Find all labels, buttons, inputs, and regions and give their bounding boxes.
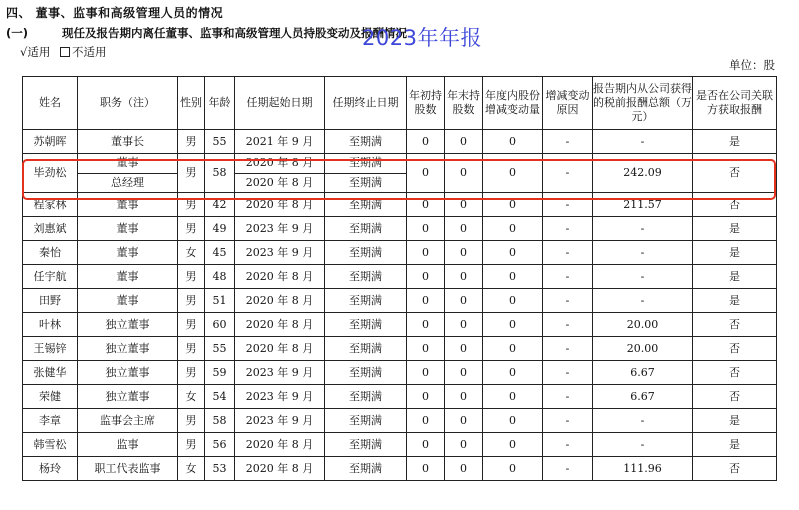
column-header: 姓名 xyxy=(23,77,78,130)
age-cell: 45 xyxy=(205,241,235,265)
start-date-cell: 2020 年 8 月 xyxy=(235,313,325,337)
age-cell: 55 xyxy=(205,337,235,361)
end-shares-cell: 0 xyxy=(445,265,483,289)
unchecked-box-icon xyxy=(60,47,70,57)
end-shares-cell: 0 xyxy=(445,385,483,409)
gender-cell: 男 xyxy=(178,313,205,337)
start-date-cell: 2021 年 9 月 xyxy=(235,130,325,154)
begin-shares-cell: 0 xyxy=(407,154,445,193)
unit-label: 单位：股 xyxy=(729,58,775,72)
reason-cell: - xyxy=(543,433,593,457)
end-shares-cell: 0 xyxy=(445,241,483,265)
end-date-cell: 至期满 xyxy=(325,193,407,217)
age-cell: 59 xyxy=(205,361,235,385)
position-cell: 独立董事 xyxy=(78,337,178,361)
gender-cell: 男 xyxy=(178,154,205,193)
reason-cell: - xyxy=(543,154,593,193)
begin-shares-cell: 0 xyxy=(407,313,445,337)
gender-cell: 男 xyxy=(178,217,205,241)
pay-cell: 6.67 xyxy=(593,361,693,385)
end-date-cell-line: 至期满 xyxy=(349,156,382,170)
change-cell: 0 xyxy=(483,217,543,241)
table-row xyxy=(23,241,777,265)
end-date-cell: 至期满 xyxy=(325,289,407,313)
end-shares-cell: 0 xyxy=(445,193,483,217)
table-row xyxy=(23,361,777,385)
start-date-cell xyxy=(235,154,325,193)
name-cell: 叶林 xyxy=(23,313,78,337)
pay-cell: 242.09 xyxy=(593,154,693,193)
change-cell: 0 xyxy=(483,457,543,481)
position-cell-line: 董事 xyxy=(116,156,139,170)
position-cell: 独立董事 xyxy=(78,313,178,337)
gender-cell: 男 xyxy=(178,361,205,385)
name-cell: 荣健 xyxy=(23,385,78,409)
related-cell: 是 xyxy=(693,409,777,433)
column-header: 报告期内从公司获得的税前报酬总额（万元） xyxy=(593,77,693,130)
change-cell: 0 xyxy=(483,313,543,337)
begin-shares-cell: 0 xyxy=(407,217,445,241)
gender-cell: 男 xyxy=(178,193,205,217)
column-header: 年末持股数 xyxy=(445,77,483,130)
position-cell-line: 总经理 xyxy=(78,173,177,193)
end-date-cell: 至期满 xyxy=(325,409,407,433)
section-title: 四、 董事、监事和高级管理人员的情况 xyxy=(6,6,224,20)
gender-cell: 男 xyxy=(178,265,205,289)
name-cell: 李章 xyxy=(23,409,78,433)
table-row xyxy=(23,385,777,409)
end-shares-cell: 0 xyxy=(445,409,483,433)
end-date-cell: 至期满 xyxy=(325,361,407,385)
age-cell: 58 xyxy=(205,409,235,433)
change-cell: 0 xyxy=(483,130,543,154)
related-cell: 否 xyxy=(693,154,777,193)
reason-cell: - xyxy=(543,130,593,154)
related-cell: 否 xyxy=(693,385,777,409)
gender-cell: 男 xyxy=(178,433,205,457)
end-date-cell: 至期满 xyxy=(325,130,407,154)
reason-cell: - xyxy=(543,385,593,409)
end-shares-cell: 0 xyxy=(445,217,483,241)
age-cell: 56 xyxy=(205,433,235,457)
name-cell: 任宇航 xyxy=(23,265,78,289)
end-shares-cell: 0 xyxy=(445,457,483,481)
name-cell: 韩雪松 xyxy=(23,433,78,457)
column-header: 增减变动原因 xyxy=(543,77,593,130)
change-cell: 0 xyxy=(483,433,543,457)
begin-shares-cell: 0 xyxy=(407,193,445,217)
start-date-cell: 2023 年 9 月 xyxy=(235,217,325,241)
pay-cell: - xyxy=(593,217,693,241)
position-cell: 董事 xyxy=(78,241,178,265)
table-row xyxy=(23,433,777,457)
reason-cell: - xyxy=(543,217,593,241)
age-cell: 55 xyxy=(205,130,235,154)
gender-cell: 男 xyxy=(178,130,205,154)
start-date-cell: 2023 年 9 月 xyxy=(235,385,325,409)
position-cell: 监事会主席 xyxy=(78,409,178,433)
name-cell: 王锡锌 xyxy=(23,337,78,361)
name-cell: 秦怡 xyxy=(23,241,78,265)
position-cell: 董事长 xyxy=(78,130,178,154)
start-date-cell-line: 2020 年 8 月 xyxy=(235,173,324,193)
table-row xyxy=(23,289,777,313)
subsection-text: 现任及报告期内离任董事、监事和高级管理人员持股变动及报酬情况 xyxy=(62,26,408,40)
related-cell: 是 xyxy=(693,241,777,265)
start-date-cell: 2020 年 8 月 xyxy=(235,433,325,457)
not-applicable-option: 不适用 xyxy=(71,45,107,59)
change-cell: 0 xyxy=(483,385,543,409)
end-shares-cell: 0 xyxy=(445,361,483,385)
start-date-cell: 2023 年 9 月 xyxy=(235,241,325,265)
table-row xyxy=(23,217,777,241)
start-date-cell: 2023 年 9 月 xyxy=(235,361,325,385)
name-cell: 杨玲 xyxy=(23,457,78,481)
age-cell: 58 xyxy=(205,154,235,193)
related-cell: 否 xyxy=(693,337,777,361)
column-header: 年度内股份增减变动量 xyxy=(483,77,543,130)
position-cell: 职工代表监事 xyxy=(78,457,178,481)
pay-cell: - xyxy=(593,289,693,313)
age-cell: 54 xyxy=(205,385,235,409)
name-cell: 苏朝晖 xyxy=(23,130,78,154)
begin-shares-cell: 0 xyxy=(407,385,445,409)
related-cell: 是 xyxy=(693,265,777,289)
column-header: 年龄 xyxy=(205,77,235,130)
begin-shares-cell: 0 xyxy=(407,409,445,433)
end-shares-cell: 0 xyxy=(445,433,483,457)
end-shares-cell: 0 xyxy=(445,154,483,193)
gender-cell: 男 xyxy=(178,409,205,433)
change-cell: 0 xyxy=(483,361,543,385)
table-row xyxy=(23,457,777,481)
position-cell: 监事 xyxy=(78,433,178,457)
start-date-cell: 2023 年 9 月 xyxy=(235,409,325,433)
gender-cell: 男 xyxy=(178,337,205,361)
begin-shares-cell: 0 xyxy=(407,433,445,457)
start-date-cell: 2020 年 8 月 xyxy=(235,265,325,289)
change-cell: 0 xyxy=(483,337,543,361)
age-cell: 49 xyxy=(205,217,235,241)
end-date-cell: 至期满 xyxy=(325,241,407,265)
end-shares-cell: 0 xyxy=(445,289,483,313)
start-date-cell-line: 2020 年 8 月 xyxy=(245,156,314,170)
end-date-cell xyxy=(325,154,407,193)
end-date-cell: 至期满 xyxy=(325,313,407,337)
start-date-cell: 2020 年 8 月 xyxy=(235,337,325,361)
column-header: 职务（注） xyxy=(78,77,178,130)
subsection-number: (一) xyxy=(6,26,29,40)
change-cell: 0 xyxy=(483,265,543,289)
reason-cell: - xyxy=(543,313,593,337)
reason-cell: - xyxy=(543,361,593,385)
related-cell: 是 xyxy=(693,289,777,313)
year-report-watermark: 2023年年报 xyxy=(362,26,482,50)
table-row xyxy=(23,130,777,154)
position-cell xyxy=(78,154,178,193)
begin-shares-cell: 0 xyxy=(407,457,445,481)
related-cell: 是 xyxy=(693,217,777,241)
end-date-cell: 至期满 xyxy=(325,385,407,409)
change-cell: 0 xyxy=(483,193,543,217)
pay-cell: 20.00 xyxy=(593,337,693,361)
position-cell: 独立董事 xyxy=(78,361,178,385)
age-cell: 60 xyxy=(205,313,235,337)
management-table xyxy=(22,76,777,481)
start-date-cell: 2020 年 8 月 xyxy=(235,457,325,481)
end-date-cell: 至期满 xyxy=(325,337,407,361)
name-cell: 张健华 xyxy=(23,361,78,385)
pay-cell: 211.57 xyxy=(593,193,693,217)
name-cell: 田野 xyxy=(23,289,78,313)
position-cell: 董事 xyxy=(78,193,178,217)
end-date-cell: 至期满 xyxy=(325,265,407,289)
change-cell: 0 xyxy=(483,409,543,433)
position-cell: 董事 xyxy=(78,265,178,289)
position-cell: 董事 xyxy=(78,289,178,313)
pay-cell: - xyxy=(593,241,693,265)
related-cell: 否 xyxy=(693,193,777,217)
subsection-title xyxy=(6,25,407,41)
related-cell: 是 xyxy=(693,433,777,457)
pay-cell: 20.00 xyxy=(593,313,693,337)
begin-shares-cell: 0 xyxy=(407,130,445,154)
related-cell: 否 xyxy=(693,313,777,337)
begin-shares-cell: 0 xyxy=(407,265,445,289)
begin-shares-cell: 0 xyxy=(407,241,445,265)
end-date-cell: 至期满 xyxy=(325,217,407,241)
gender-cell: 女 xyxy=(178,457,205,481)
end-date-cell: 至期满 xyxy=(325,433,407,457)
end-shares-cell: 0 xyxy=(445,337,483,361)
name-cell: 程家林 xyxy=(23,193,78,217)
age-cell: 42 xyxy=(205,193,235,217)
pay-cell: 6.67 xyxy=(593,385,693,409)
position-cell: 独立董事 xyxy=(78,385,178,409)
table-row xyxy=(23,265,777,289)
name-cell: 毕劲松 xyxy=(23,154,78,193)
gender-cell: 女 xyxy=(178,385,205,409)
change-cell: 0 xyxy=(483,241,543,265)
pay-cell: - xyxy=(593,409,693,433)
table-row xyxy=(23,193,777,217)
change-cell: 0 xyxy=(483,289,543,313)
header-row xyxy=(23,77,777,130)
pay-cell: 111.96 xyxy=(593,457,693,481)
reason-cell: - xyxy=(543,241,593,265)
column-header: 任期终止日期 xyxy=(325,77,407,130)
end-date-cell: 至期满 xyxy=(325,457,407,481)
reason-cell: - xyxy=(543,193,593,217)
age-cell: 51 xyxy=(205,289,235,313)
gender-cell: 男 xyxy=(178,289,205,313)
pay-cell: - xyxy=(593,265,693,289)
begin-shares-cell: 0 xyxy=(407,289,445,313)
position-cell: 董事 xyxy=(78,217,178,241)
name-cell: 刘惠斌 xyxy=(23,217,78,241)
table-row xyxy=(23,409,777,433)
start-date-cell: 2020 年 8 月 xyxy=(235,289,325,313)
end-shares-cell: 0 xyxy=(445,313,483,337)
begin-shares-cell: 0 xyxy=(407,337,445,361)
reason-cell: - xyxy=(543,289,593,313)
end-shares-cell: 0 xyxy=(445,130,483,154)
reason-cell: - xyxy=(543,409,593,433)
reason-cell: - xyxy=(543,337,593,361)
gender-cell: 女 xyxy=(178,241,205,265)
change-cell: 0 xyxy=(483,154,543,193)
column-header: 年初持股数 xyxy=(407,77,445,130)
table-row xyxy=(23,154,777,193)
table-row xyxy=(23,313,777,337)
related-cell: 否 xyxy=(693,457,777,481)
applicability-options xyxy=(20,44,106,60)
related-cell: 否 xyxy=(693,361,777,385)
age-cell: 53 xyxy=(205,457,235,481)
table-body xyxy=(23,130,777,481)
reason-cell: - xyxy=(543,457,593,481)
pay-cell: - xyxy=(593,130,693,154)
start-date-cell: 2020 年 8 月 xyxy=(235,193,325,217)
column-header: 性别 xyxy=(178,77,205,130)
begin-shares-cell: 0 xyxy=(407,361,445,385)
end-date-cell-line: 至期满 xyxy=(325,173,406,193)
column-header: 任期起始日期 xyxy=(235,77,325,130)
pay-cell: - xyxy=(593,433,693,457)
applicable-option: √适用 xyxy=(20,45,51,59)
age-cell: 48 xyxy=(205,265,235,289)
table-row xyxy=(23,337,777,361)
reason-cell: - xyxy=(543,265,593,289)
related-cell: 是 xyxy=(693,130,777,154)
column-header: 是否在公司关联方获取报酬 xyxy=(693,77,777,130)
